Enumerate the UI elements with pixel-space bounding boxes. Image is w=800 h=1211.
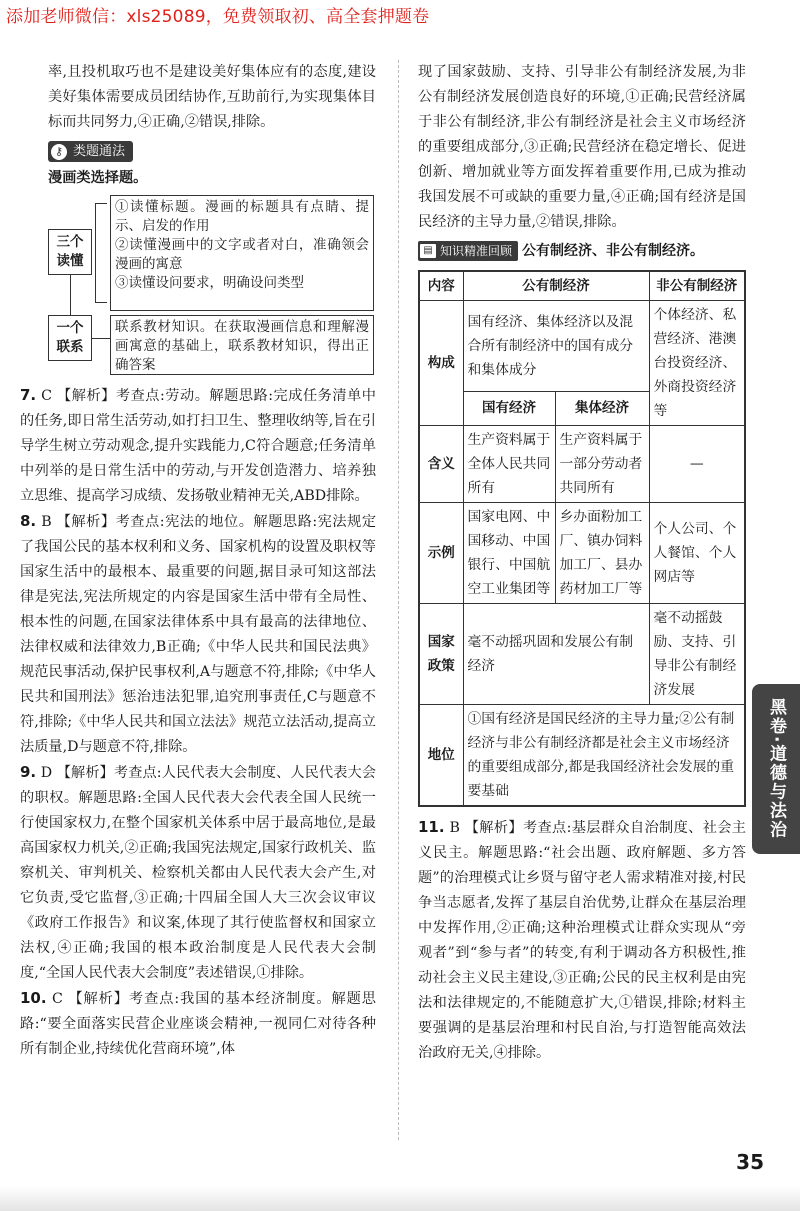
subheader-state: 国有经济: [463, 391, 555, 425]
subheader-collective: 集体经济: [555, 391, 649, 425]
column-divider: [398, 60, 399, 1140]
table-row: [419, 705, 745, 807]
answer-11: [418, 815, 746, 1066]
diagram-brace: [95, 203, 107, 303]
diagram-connector: [70, 275, 71, 315]
table-row: [419, 301, 745, 392]
page-number: 35: [736, 1150, 764, 1174]
table-row: [419, 503, 745, 604]
cell-status: ①国有经济是国民经济的主导力量;②公有制经济与非公有制经济都是社会主义市场经济的重要组成部分,都是我国经济社会发展的重要基础: [463, 705, 745, 807]
method-tag: [48, 141, 133, 162]
diagram-key-one-link: 一个联系: [48, 315, 92, 361]
cell-examples-collective: 乡办面粉加工厂、镇办饲料加工厂、县办药材加工厂等: [555, 503, 649, 604]
row-label-meaning: 含义: [419, 426, 463, 503]
diagram-readings-box: [110, 195, 374, 311]
cell-meaning-nonpublic: —: [649, 426, 745, 503]
right-column: [418, 60, 746, 1066]
answer-11-text: B 【解析】考查点:基层群众自治制度、社会主义民主。解题思路:“社会出题、政府解题、多方答题”的治理模式让乡贤与留守老人需求精准对接,村民争当志愿者,发挥了基层自治优势,让群众在基层治理中发挥作用,②正确;这种治理模式让群众实现从“旁观者”到“参与者”的转变,有利于调动各方积极性,推动社会主义民主建设,③正确;公民的民主权利是由宪法和法律规定的,不能随意扩大,①错误,排除;材料主要强调的是基层治理和村民自治,与打造智能高效法治政府无关,④排除。: [418, 820, 746, 1061]
method-subtitle: 漫画类选择题。: [48, 170, 148, 186]
cell-examples-nonpublic: 个人公司、个人餐馆、个人网店等: [649, 503, 745, 604]
cell-meaning-state: 生产资料属于全体人民共同所有: [463, 426, 555, 503]
intro-paragraph: 率,且投机取巧也不是建设美好集体应有的态度,建设美好集体需要成员团结协作,互助前行,为实现集体目标而共同努力,④正确,②错误,排除。: [48, 64, 376, 130]
answer-9: [20, 760, 376, 986]
diagram-arrow: [92, 338, 110, 339]
row-label-policy: 国家政策: [419, 604, 463, 705]
cell-composition-nonpublic: 个体经济、私营经济、港澳台投资经济、外商投资经济等: [649, 301, 745, 426]
diagram-link-box: 联系教材知识。在获取漫画信息和理解漫画寓意的基础上，联系教材知识，得出正确答案: [110, 315, 374, 375]
answer-10-text: C 【解析】考查点:我国的基本经济制度。解题思路:“要全面落实民营企业座谈会精神,一视同仁对待各种所有制企业,持续优化营商环境”,体: [20, 991, 376, 1057]
cell-meaning-collective: 生产资料属于一部分劳动者共同所有: [555, 426, 649, 503]
answer-7-number: 7.: [20, 386, 37, 404]
row-label-examples: 示例: [419, 503, 463, 604]
diagram-key-three-readings: 三个读懂: [48, 229, 92, 275]
diagram-item-2: ②读懂漫画中的文字或者对白，准确领会漫画的寓意: [115, 237, 369, 272]
cell-policy-public: 毫不动摇巩固和发展公有制经济: [463, 604, 649, 705]
knowledge-review-title: 公有制经济、非公有制经济。: [522, 243, 705, 259]
table-row: [419, 426, 745, 503]
row-label-composition: 构成: [419, 301, 463, 426]
page-bottom-shadow: [0, 1186, 800, 1211]
book-icon: ▤: [420, 244, 436, 258]
answer-8-text: B 【解析】考查点:宪法的地位。解题思路:宪法规定了我国公民的基本权利和义务、国家机构的设置及职权等国家生活中的最根本、最重要的问题,据目录可知这部法律是宪法,宪法所规定的内容是国家生活中带有全局性、根本性的问题,在国家法律体系中具有最高的法律地位、法律权威和法律效力,B正确;《中华人民共和国民法典》规范民事活动,保护民事权利,A与题意不符,排除;《中华人民共和国刑法》惩治违法犯罪,追究刑事责任,C与题意不符,排除;《中华人民共和国立法法》规范立法活动,提高立法质量,D与题意不符,排除。: [20, 514, 377, 755]
left-column: [20, 60, 376, 1062]
answer-7-text: C 【解析】考查点:劳动。解题思路:完成任务清单中的任务,即日常生活劳动,如打扫卫生、整理收纳等,旨在引导学生树立劳动观念,提升实践能力,C符合题意;任务清单中列举的是日常生活中的劳动,与开发创造潜力、培养独立思维、提高学习成绩、发扬敬业精神无关,ABD排除。: [20, 388, 376, 504]
knowledge-review-heading: [418, 239, 746, 264]
diagram-item-1: ①读懂标题。漫画的标题具有点睛、提示、启发的作用: [115, 199, 369, 234]
answer-10: [20, 986, 376, 1062]
economy-table: [418, 270, 746, 807]
cell-composition-public: 国有经济、集体经济以及混合所有制经济中的国有成分和集体成分: [463, 301, 649, 392]
answer-10-number: 10.: [20, 989, 47, 1007]
side-tab-subject: 黑卷·道德与法治: [752, 684, 800, 854]
answer-8: [20, 509, 376, 760]
knowledge-review-tag: [418, 241, 518, 261]
table-row: [419, 604, 745, 705]
answer-9-text: D 【解析】考查点:人民代表大会制度、人民代表大会的职权。解题思路:全国人民代表大会代表全国人民统一行使国家权力,在整个国家机关体系中居于最高地位,是最高国家权力机关,②正确;我国宪法规定,国家行政机关、监察机关、审判机关、检察机关都由人民代表大会产生,对它负责,受它监督,③正确;十四届全国人大三次会议审议《政府工作报告》和议案,体现了其行使监督权和国家立法权,④正确;我国的根本政治制度是人民代表大会制度,“全国人民代表大会制度”表述错误,①排除。: [20, 765, 376, 981]
table-header-content: 内容: [419, 271, 463, 301]
header-watermark-note: 添加老师微信：xls25089，免费领取初、高全套押题卷: [0, 0, 435, 26]
diagram-item-3: ③读懂设问要求，明确设问类型: [115, 275, 304, 291]
knowledge-review-tag-label: 知识精准回顾: [440, 243, 513, 258]
table-row: [419, 271, 745, 301]
method-tag-label: 类题通法: [73, 144, 126, 159]
answer-10-continued: 现了国家鼓励、支持、引导非公有制经济发展,为非公有制经济发展创造良好的环境,①正确;民营经济属于非公有制经济,非公有制经济是社会主义市场经济的重要组成部分,③正确;民营经济在稳定增长、促进创新、增加就业等方面发挥着重要作用,已成为推动我国发展不可或缺的重要力量,④正确;国有经济是国民经济的主导力量,②错误,排除。: [418, 64, 746, 230]
answer-9-number: 9.: [20, 763, 37, 781]
table-header-public: 公有制经济: [463, 271, 649, 301]
answer-11-number: 11.: [418, 818, 445, 836]
cell-policy-nonpublic: 毫不动摇鼓励、支持、引导非公有制经济发展: [649, 604, 745, 705]
method-diagram: [48, 195, 378, 377]
answer-7: [20, 383, 376, 509]
cell-examples-state: 国家电网、中国移动、中国银行、中国航空工业集团等: [463, 503, 555, 604]
row-label-status: 地位: [419, 705, 463, 807]
key-icon: ⚷: [51, 144, 67, 160]
table-header-nonpublic: 非公有制经济: [649, 271, 745, 301]
answer-8-number: 8.: [20, 512, 37, 530]
